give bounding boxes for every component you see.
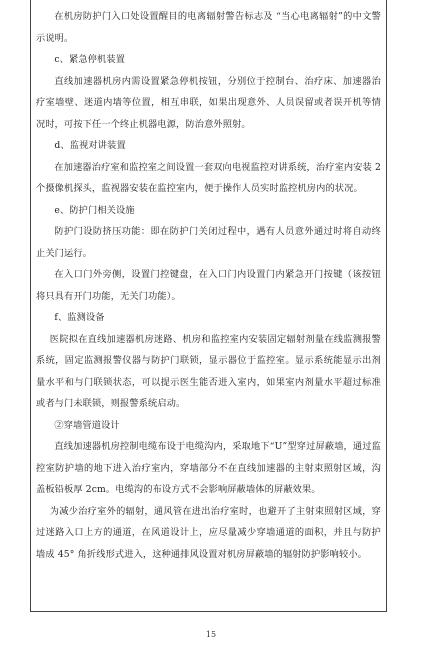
paragraph-cable-trench: 直线加速器机房控制电缆布设于电缆沟内，采取地下“U”型穿过屏蔽墙，通过监控室防护墙的地下进入治疗室内，穿墙部分不在直线加速器的主射束照射区域，沟盖板铅板厚 2cm。电缆沟的布设方式不会影响屏蔽墙体的屏蔽效果。: [36, 441, 381, 495]
heading-monitor-intercom: d、监视对讲装置: [54, 140, 126, 151]
paragraph-emergency-stop: 直线加速器机房内需设置紧急停机按钮，分别位于控制台、治疗床、加速器治疗室墙壁、迷道内墙等位置，相互串联，如果出现意外、人员误留或者误开机等情况时，可按下任一个终止机器电源，防治意外照射。: [36, 75, 381, 130]
paragraph-ventilation: 为减少治疗室外的辐射，通风管在进出治疗室时，也避开了主射束照射区域，穿过迷路入口上方的通道，在风道设计上，应尽量减少穿墙通道的面积，并且与防护墙成 45° 角折线形式进入，这种通排风设置对机房屏蔽墙的辐射防护影响较小。: [36, 505, 381, 560]
heading-monitoring-equipment: f、监测设备: [54, 312, 105, 323]
paragraph-monitoring-equipment: 医院拟在直线加速器机房迷路、机房和监控室内安装固定辐射剂量在线监测报警系统，固定监测报警仪器与防护门联锁，显示器位于监控室。显示系统能显示出剂量水平和与门联锁状态，可以提示医生能否进入室内，如果室内剂量水平超过标准或者与门未联锁，则报警系统启动。: [36, 333, 381, 409]
paragraph-door-keypad: 在入口门外旁侧，设置门控键盘，在入口门内设置门内紧急开门按键（该按钮将只具有开门功能，无关门功能）。: [36, 269, 381, 302]
document-body: [36, 6, 381, 565]
heading-door-facilities: e、防护门相关设施: [54, 204, 135, 216]
page-number: 15: [205, 630, 217, 639]
paragraph-anti-pinch: 防护门设防挤压功能：即在防护门关闭过程中，遇有人员意外通过时将自动终止关门运行。: [36, 226, 381, 259]
paragraph-warning-signs: 在机房防护门入口处设置醒目的电离辐射警告标志及 “当心电离辐射”的中文警示说明。: [36, 11, 381, 44]
paragraph-monitor-intercom: 在加速器治疗室和监控室之间设置一套双向电视监控对讲系统，治疗室内安装 2 个摄像机探头，监视器安装在监控室内，便于操作人员实时监控机房内的状况。: [36, 161, 381, 194]
heading-wall-pipe-design: ②穿墙管道设计: [54, 419, 120, 431]
heading-emergency-stop: c、紧急停机装置: [54, 54, 126, 65]
